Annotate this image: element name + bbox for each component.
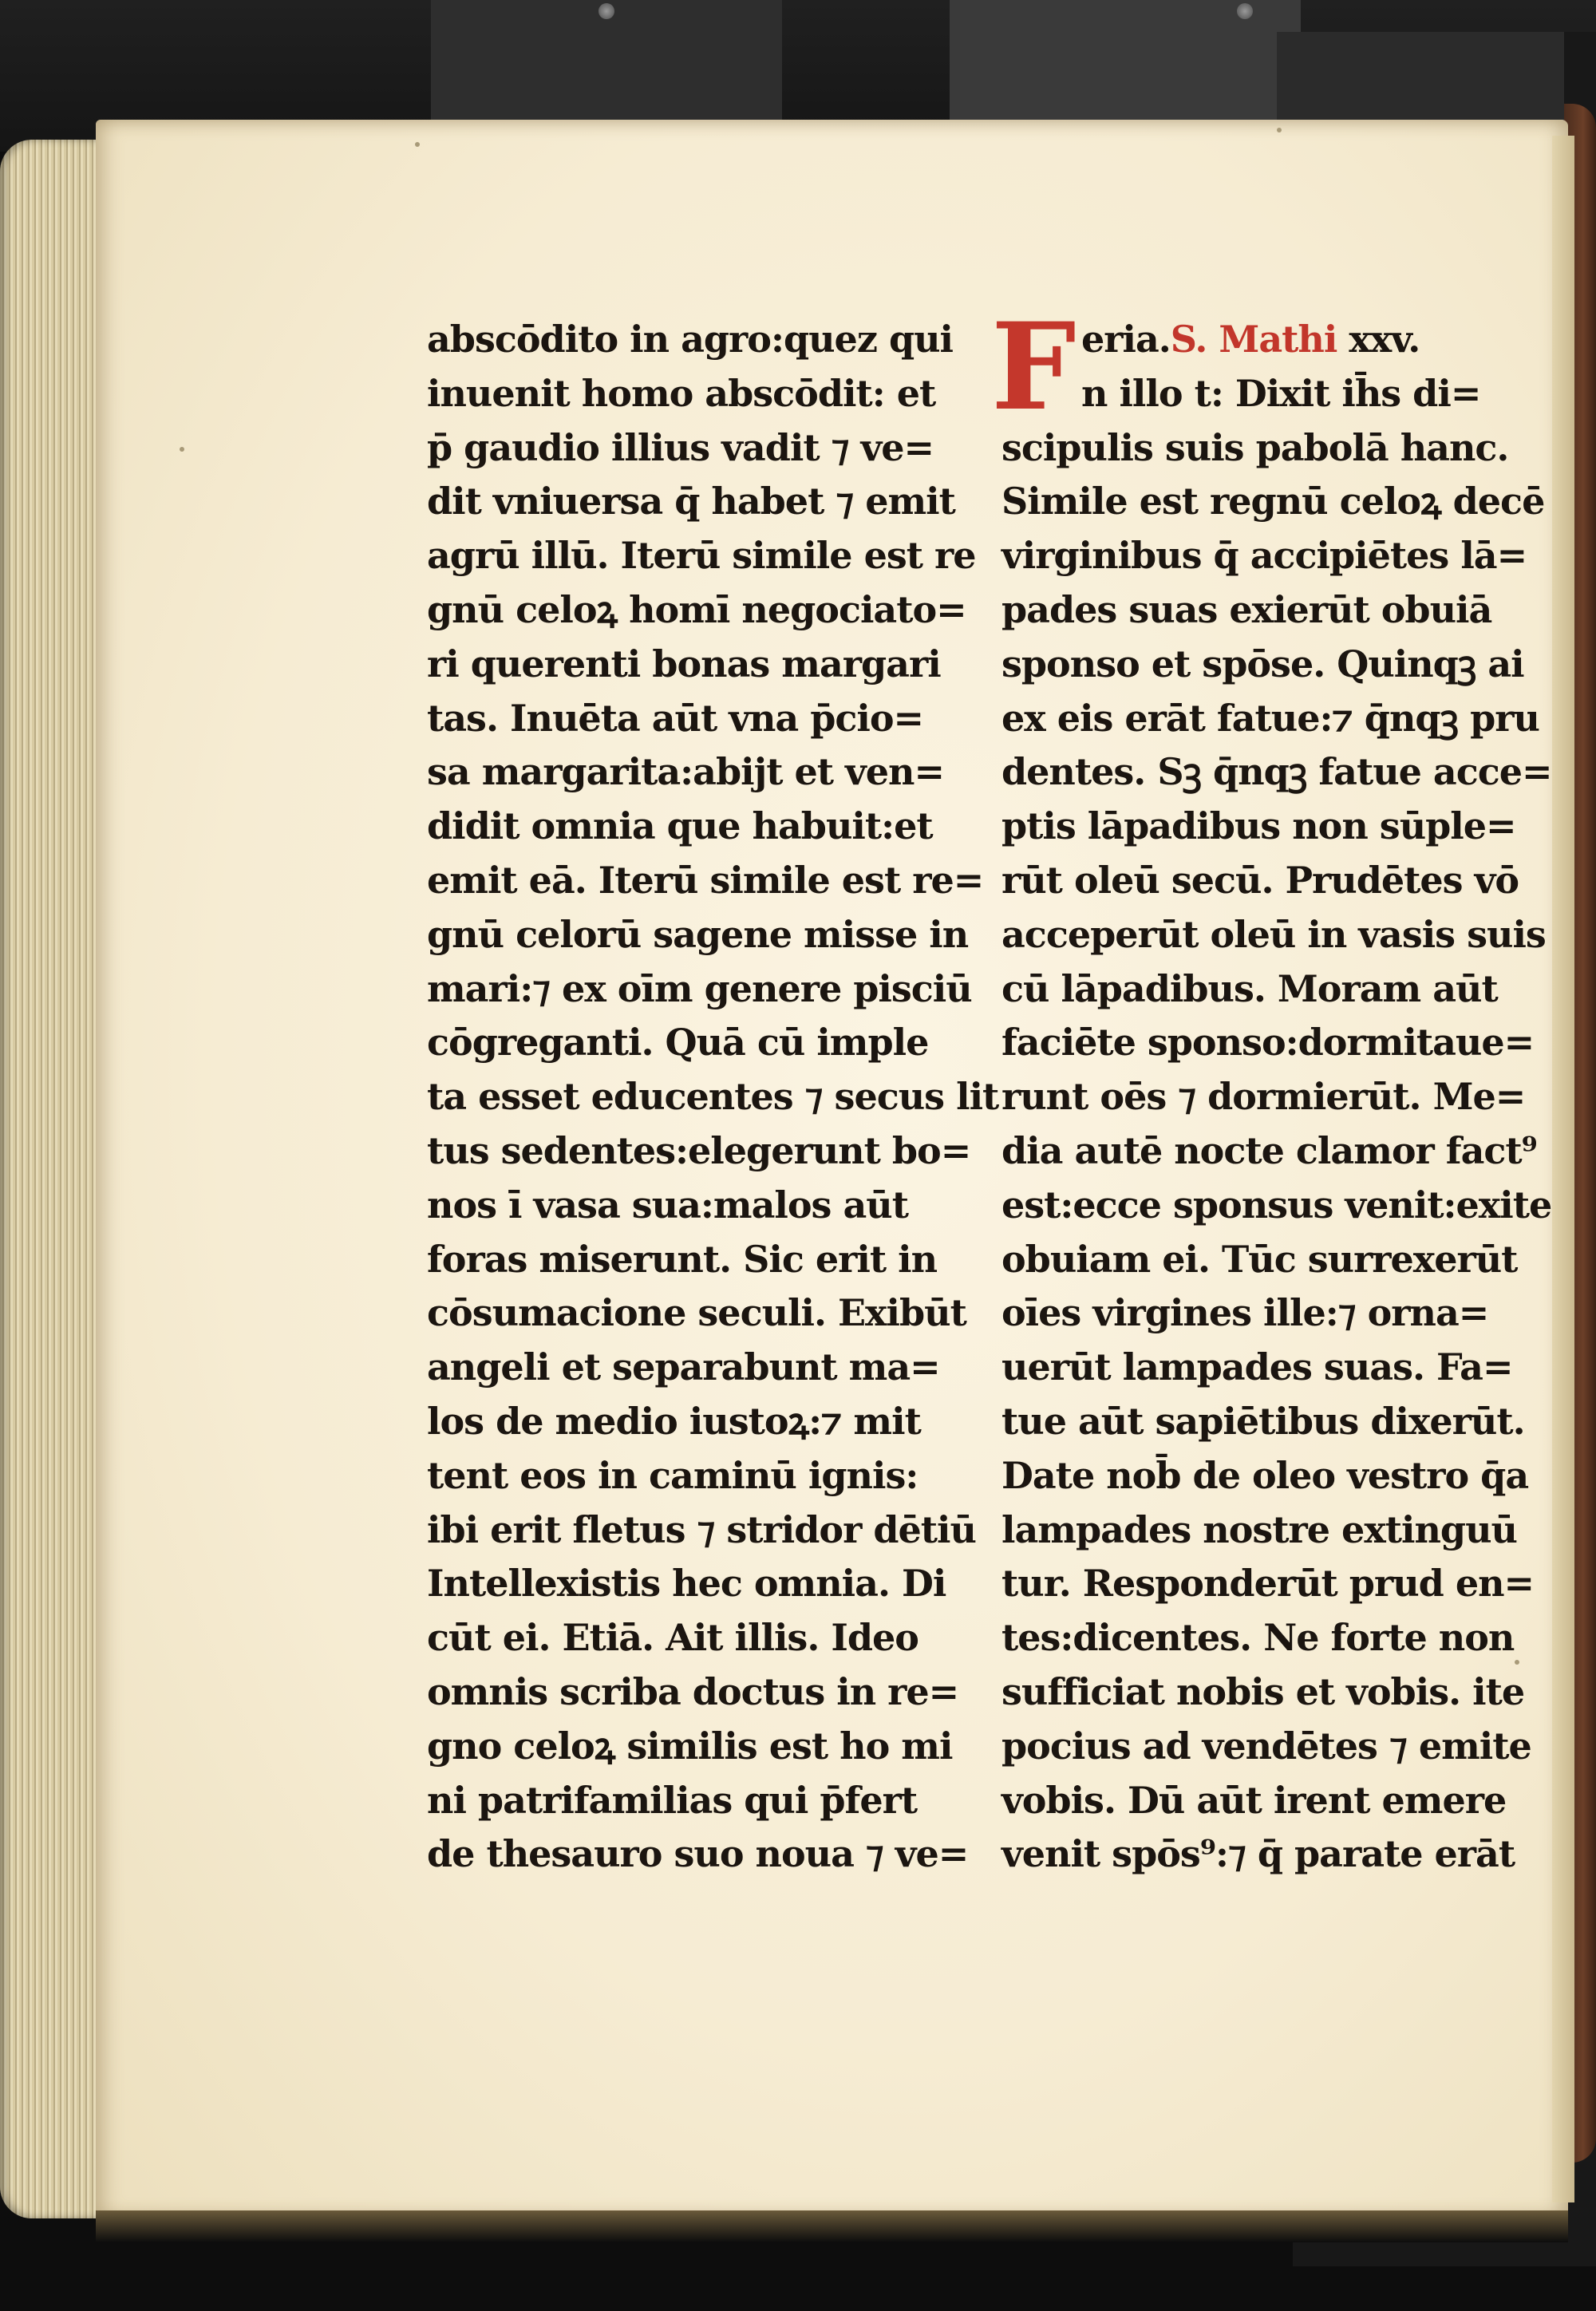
text-line: pades suas exierūt obuiā xyxy=(1001,587,1492,631)
text-line: scipulis suis pabolā hanc. xyxy=(1001,425,1509,469)
paper-speck xyxy=(1515,1660,1519,1665)
text-line: sa margarita:abijt et ven= xyxy=(427,750,945,794)
text-line: tus sedentes:elegerunt bo= xyxy=(427,1128,971,1172)
text-line: mari:⁊ ex oīm genere pisciū xyxy=(427,966,972,1010)
text-line: sufficiat nobis et vobis. ite xyxy=(1001,1669,1525,1713)
text-line: tes:dicentes. Ne forte non xyxy=(1001,1616,1515,1660)
text-line: rūt oleū secū. Prudētes vō xyxy=(1001,858,1519,902)
screw-icon xyxy=(1237,3,1253,19)
text-line: obuiam ei. Tūc surrexerūt xyxy=(1001,1237,1518,1281)
paper-speck xyxy=(180,447,184,452)
text-line: didit omnia que habuit:et xyxy=(427,804,933,848)
text-line: ibi erit fletus ⁊ stridor dētiū xyxy=(427,1507,976,1551)
text-line xyxy=(1001,367,1488,421)
text-line: virginibus q̄ accipiētes lā= xyxy=(1001,534,1527,578)
text-line: cōsumacione seculi. Exibūt xyxy=(427,1291,966,1335)
text-line: cōgreganti. Quā cū imple xyxy=(427,1021,929,1065)
text-line: vobis. Dū aūt irent emere xyxy=(1001,1778,1507,1822)
text-line: ptis lāpadibus non sūple= xyxy=(1001,804,1516,848)
text-line: faciēte sponso:dormitaue= xyxy=(1001,1021,1535,1065)
page-bottom-shadow xyxy=(96,2210,1568,2242)
text-line: ri querenti bonas margari xyxy=(427,642,941,685)
text-line: foras miserunt. Sic erit in xyxy=(427,1237,938,1281)
text-line: ni patrifamilias qui p̄fert xyxy=(427,1778,918,1822)
text-line: dia autē nocte clamor fact⁹ xyxy=(1001,1128,1537,1172)
text-line: oīes virgines ille:⁊ orna= xyxy=(1001,1291,1489,1335)
text-line: nos ī vasa sua:malos aūt xyxy=(427,1183,908,1227)
text-line: de thesauro suo noua ⁊ ve= xyxy=(427,1832,969,1876)
text-line: pocius ad vendētes ⁊ emite xyxy=(1001,1724,1531,1768)
rubric-heading: S. Mathi xyxy=(1170,318,1337,361)
right-column-lines xyxy=(1001,421,1552,1882)
text-line: lampades nostre extinguū xyxy=(1001,1507,1517,1551)
text-line: los de medio iustoꝝ:⁊ mit xyxy=(427,1399,921,1443)
text-line: uerūt lampades suas. Fa= xyxy=(1001,1345,1513,1389)
rubric-heading-line xyxy=(1001,313,1488,367)
text-line: Intellexistis hec omnia. Di xyxy=(427,1562,946,1606)
text-line: tent eos in caminū ignis: xyxy=(427,1453,918,1497)
text-line: dit vniuersa q̄ habet ⁊ emit xyxy=(427,480,955,523)
text-line: gnū celoꝝ homī negociato= xyxy=(427,587,966,631)
heading-lead: eria. xyxy=(1081,318,1171,361)
text-line: Date nob̄ de oleo vestro q̄a xyxy=(1001,1453,1529,1497)
text-line: gnū celorū sagene misse in xyxy=(427,912,969,956)
text-line: gno celoꝝ similis est ho mi xyxy=(427,1724,953,1768)
text-line: inuenit homo abscōdit: et xyxy=(427,371,936,415)
text-line: tue aūt sapiētibus dixerūt. xyxy=(1001,1399,1525,1443)
text-line: tas. Inuēta aūt vna p̄cio= xyxy=(427,696,924,740)
chapter-number: xxv. xyxy=(1349,318,1420,361)
text-line: tur. Responderūt prud en= xyxy=(1001,1562,1535,1606)
text-line: ta esset educentes ⁊ secus lit xyxy=(427,1075,999,1119)
text-line: venit spōs⁹:⁊ q̄ parate erāt xyxy=(1001,1832,1515,1876)
text-line: sponso et spōse. Quinqꝫ ai xyxy=(1001,642,1524,685)
screw-icon xyxy=(598,3,614,19)
text-line: abscōdito in agro:quez qui xyxy=(427,318,954,361)
text-line: est:ecce sponsus venit:exite xyxy=(1001,1183,1552,1227)
paper-speck xyxy=(415,142,420,147)
text-line: cūt ei. Etiā. Ait illis. Ideo xyxy=(427,1616,918,1660)
text-line: p̄ gaudio illius vadit ⁊ ve= xyxy=(427,425,934,469)
text-line: dentes. Sꝫ q̄nqꝫ fatue acce= xyxy=(1001,750,1552,794)
text-column-right xyxy=(1001,313,1552,1882)
text-line: ex eis erāt fatue:⁊ q̄nqꝫ pru xyxy=(1001,696,1539,740)
text-line: runt oēs ⁊ dormierūt. Me= xyxy=(1001,1075,1526,1119)
text-line: acceperūt oleū in vasis suis xyxy=(1001,912,1546,956)
text-line: agrū illū. Iterū simile est re xyxy=(427,534,976,578)
text-line: cū lāpadibus. Moram aūt xyxy=(1001,966,1498,1010)
page-right-edge xyxy=(1552,136,1574,2202)
text-column-left xyxy=(427,313,999,1882)
text-line: angeli et separabunt ma= xyxy=(427,1345,940,1389)
text-line: Simile est regnū celoꝝ decē xyxy=(1001,480,1545,523)
rubricated-initial: F xyxy=(991,297,1077,437)
text-line-content: n illo t: Dixit ih̄s di= xyxy=(1081,371,1481,415)
paper-speck xyxy=(1277,128,1282,132)
text-line: emit eā. Iterū simile est re= xyxy=(427,858,984,902)
text-line: omnis scriba doctus in re= xyxy=(427,1669,959,1713)
